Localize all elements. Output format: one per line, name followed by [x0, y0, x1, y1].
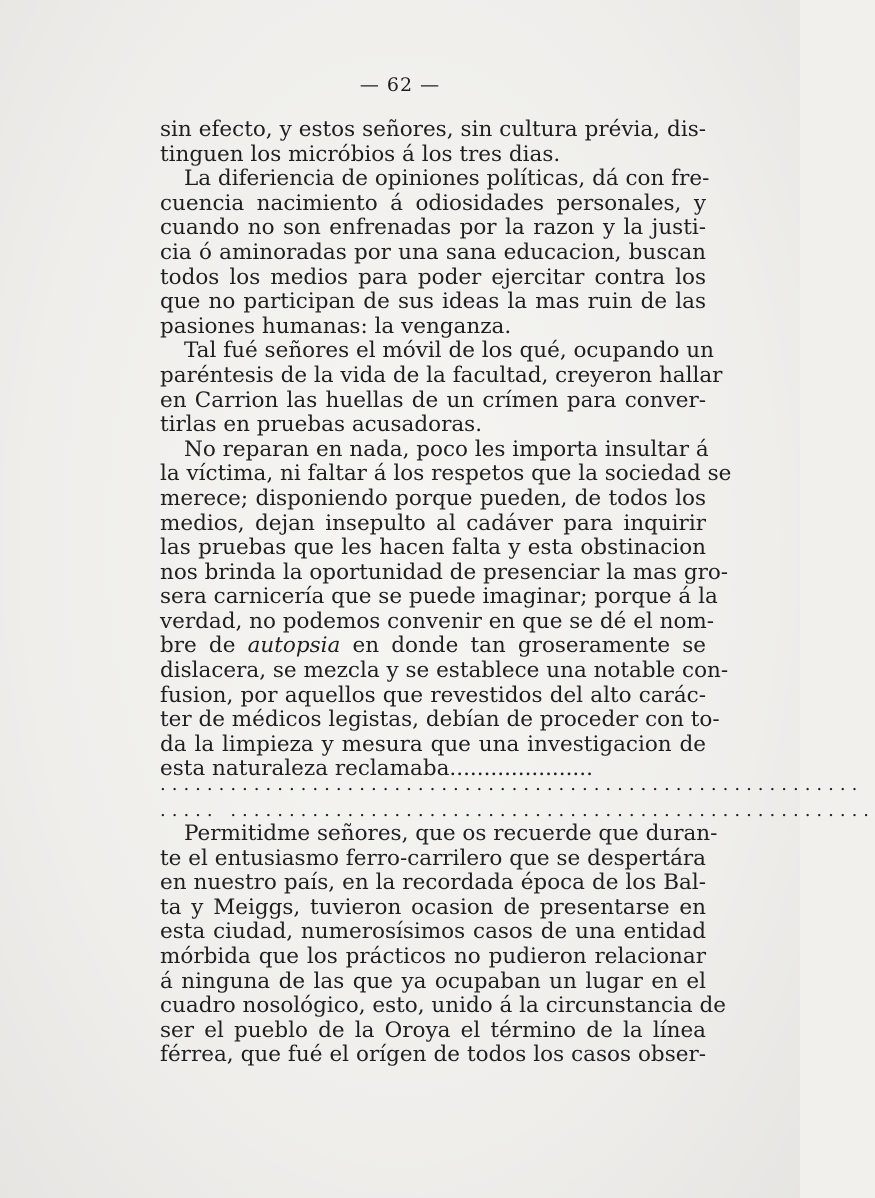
- text-line: ser el pueblo de la Oroya el término de la línea: [160, 1017, 706, 1043]
- text-line: cia ó aminoradas por una sana educacion, buscan: [160, 239, 706, 265]
- text-line: á ninguna de las que ya ocupaban un lugar en el: [160, 968, 706, 994]
- text-line: ter de médicos legistas, debían de proceder con to-: [160, 707, 720, 733]
- text-line: La diferiencia de opiniones políticas, dá con fre-: [184, 166, 710, 192]
- text-line: te el entusiasmo ferro-carrilero que se despertára: [160, 845, 706, 871]
- text-line: las pruebas que les hacen falta y esta obstinacion: [160, 535, 706, 561]
- text-line: Tal fué señores el móvil de los qué, ocupando un: [184, 338, 714, 364]
- italic-term: autopsia: [247, 633, 341, 659]
- text-line: tirlas en pruebas acusadoras.: [160, 412, 483, 438]
- text-line: esta naturaleza reclamaba.....................: [160, 756, 593, 782]
- ellipsis-line: ..... .......................................................: [160, 800, 875, 821]
- text-line: medios, dejan insepulto al cadáver para inquirir: [160, 510, 706, 536]
- text-line: nos brinda la oportunidad de presenciar la mas gro-: [160, 559, 729, 585]
- text-line: ta y Meiggs, tuvieron ocasion de presentarse en: [160, 894, 706, 920]
- text-line: cuadro nosológico, esto, unido á la circunstancia de: [160, 993, 727, 1019]
- text-line: pasiones humanas: la venganza.: [160, 313, 512, 339]
- text-line: en nuestro país, en la recordada época de los Bal-: [160, 870, 706, 896]
- text-line: esta ciudad, numerosísimos casos de una entidad: [160, 919, 706, 945]
- text-line: todos los medios para poder ejercitar contra los: [160, 264, 706, 290]
- text-line: No reparan en nada, poco les importa insultar á: [184, 436, 709, 462]
- text-line: cuencia nacimiento á odiosidades personales, y: [160, 190, 706, 216]
- ellipsis-separator: [160, 772, 875, 824]
- text-line: la víctima, ni faltar á los respetos que la sociedad se: [160, 461, 732, 487]
- text-line: sin efecto, y estos señores, sin cultura prévia, dis-: [160, 117, 706, 142]
- ellipsis-line: ............................................................: [160, 774, 864, 795]
- text-fragment: en donde tan groseramente se: [352, 633, 706, 659]
- text-line: Permitidme señores, que os recuerde que duran-: [184, 821, 718, 846]
- text-line: [160, 634, 706, 659]
- text-line: fusion, por aquellos que revestidos del alto carác-: [160, 682, 706, 708]
- text-line: dislacera, se mezcla y se establece una notable con-: [160, 658, 729, 684]
- text-line: en Carrion las huellas de un crímen para conver-: [160, 387, 706, 413]
- text-line: paréntesis de la vida de la facultad, creyeron hallar: [160, 362, 723, 388]
- text-line: da la limpieza y mesura que una investigacion de: [160, 731, 706, 757]
- text-line: mórbida que los prácticos no pudieron relacionar: [160, 943, 706, 969]
- text-fragment: bre de: [160, 633, 236, 659]
- page-number: — 62 —: [359, 74, 441, 96]
- text-line: que no participan de sus ideas la mas ruin de las: [160, 289, 706, 315]
- text-line: merece; disponiendo porque pueden, de todos los: [160, 485, 706, 511]
- paragraph-block-2: [160, 821, 727, 1068]
- text-line: férrea, que fué el orígen de todos los casos obser-: [160, 1042, 706, 1068]
- text-line: verdad, no podemos convenir en que se dé el nom-: [160, 608, 715, 634]
- paragraph-block-1: [160, 117, 732, 782]
- text-line: tinguen los micróbios á los tres dias.: [160, 141, 561, 167]
- text-line: cuando no son enfrenadas por la razon y la justi-: [160, 215, 706, 241]
- text-line: sera carnicería que se puede imaginar; porque á la: [160, 584, 718, 610]
